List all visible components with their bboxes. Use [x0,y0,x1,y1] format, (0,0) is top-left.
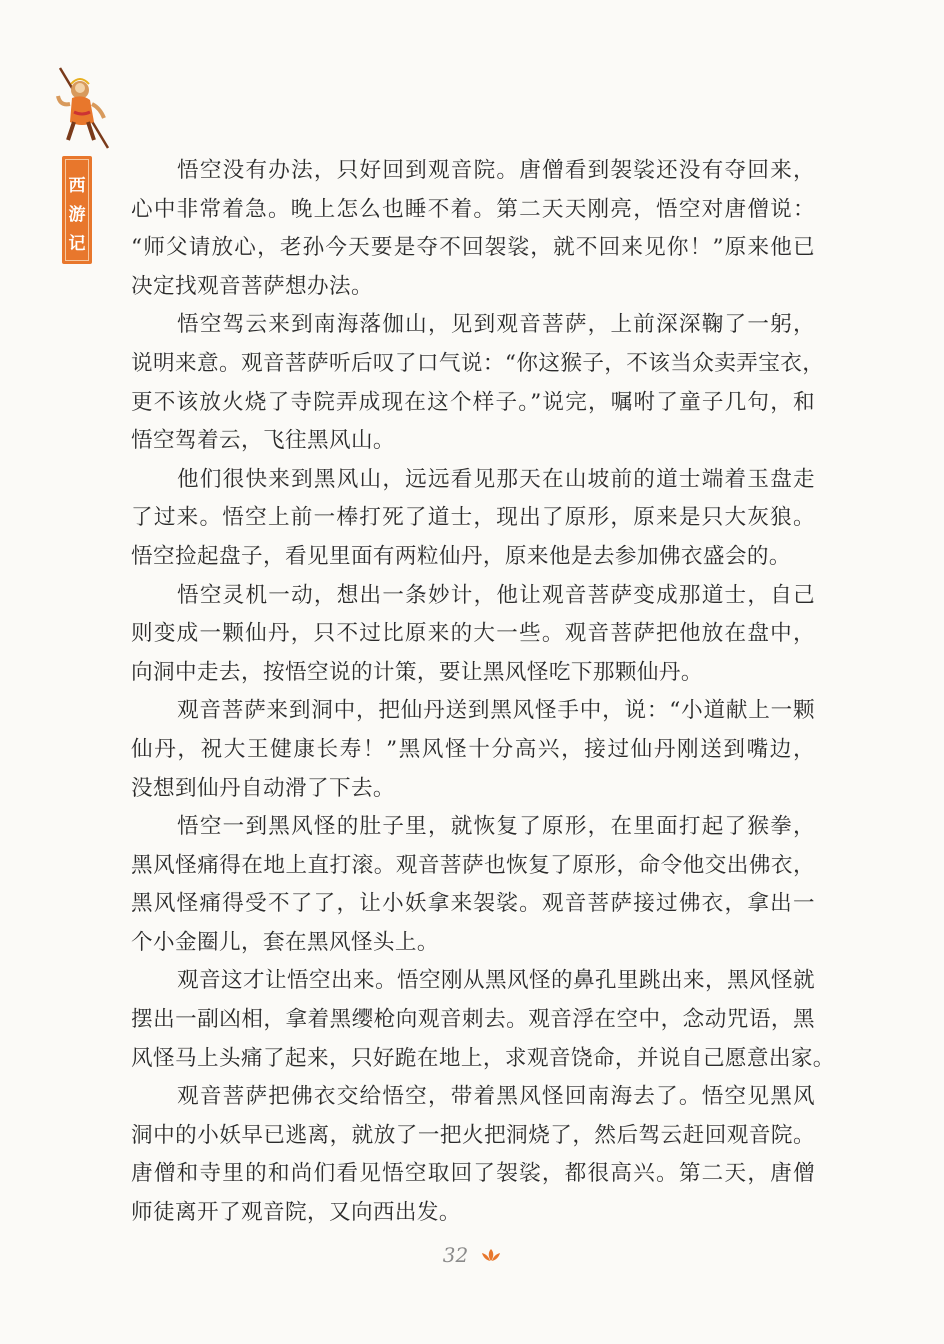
page-number: 32 [442,1243,469,1267]
book-title-char: 记 [68,234,86,254]
text-line: 师徒离开了观音院，又向西出发。 [131,1200,461,1226]
text-line: 悟空捡起盘子，看见里面有两粒仙丹，原来他是去参加佛衣盛会的。 [131,543,791,569]
text-line: 洞中的小妖早已逃离，就放了一把火把洞烧了，然后驾云赶回观音院。 [131,1122,815,1148]
text-line: 悟空灵机一动，想出一条妙计，他让观音菩萨变成那道士，自己 [177,582,815,608]
text-line: 悟空驾云来到南海落伽山，见到观音菩萨，上前深深鞠了一躬， [177,312,815,338]
paragraph [131,577,815,693]
paragraph [131,152,815,306]
text-line: 风怪马上头痛了起来，只好跪在地上，求观音饶命，并说自己愿意出家。 [131,1045,835,1071]
text-line: 观音菩萨把佛衣交给悟空，带着黑风怪回南海去了。悟空见黑风 [177,1084,815,1110]
paragraph [131,306,825,460]
paragraph [131,808,815,962]
text-line: 他们很快来到黑风山，远远看见那天在山坡前的道士端着玉盘走 [177,466,815,492]
text-line: 悟空驾着云，飞往黑风山。 [131,428,395,454]
book-title-tab [62,156,92,264]
text-line: 没想到仙丹自动滑了下去。 [131,775,395,801]
lotus-icon [481,1248,501,1262]
text-line: 仙丹，祝大王健康长寿！”黑风怪十分高兴，接过仙丹刚送到嘴边， [131,736,815,762]
text-line: 观音这才让悟空出来。悟空刚从黑风怪的鼻孔里跳出来，黑风怪就 [177,968,815,994]
book-title-char: 西 [68,176,86,196]
text-line: 更不该放火烧了寺院弄成现在这个样子。”说完，嘱咐了童子几句，和 [131,389,815,415]
text-line: 向洞中走去，按悟空说的计策，要让黑风怪吃下那颗仙丹。 [131,659,703,685]
paragraph [131,692,815,808]
text-line: 摆出一副凶相，拿着黑缨枪向观音刺去。观音浮在空中，念动咒语，黑 [131,1007,815,1033]
text-line: 观音菩萨来到洞中，把仙丹送到黑风怪手中，说：“小道献上一颗 [177,698,815,724]
paragraph [131,461,815,577]
paragraph [131,1078,815,1232]
text-line: 则变成一颗仙丹，只不过比原来的大一些。观音菩萨把他放在盘中， [131,621,815,647]
text-line: 悟空没有办法，只好回到观音院。唐僧看到袈裟还没有夺回来， [177,158,815,183]
paragraph [131,962,835,1078]
text-line: 唐僧和寺里的和尚们看见悟空取回了袈裟，都很高兴。第二天，唐僧 [131,1161,815,1187]
text-line: 决定找观音菩萨想办法。 [131,273,373,299]
body-text [131,152,835,1233]
text-line: 悟空一到黑风怪的肚子里，就恢复了原形，在里面打起了猴拳， [177,814,815,840]
text-line: 个小金圈儿，套在黑风怪头上。 [131,929,439,955]
text-line: 黑风怪痛得受不了了，让小妖拿来袈裟。观音菩萨接过佛衣，拿出一 [131,891,815,917]
book-title-char: 游 [68,205,86,225]
page-footer [0,1243,944,1267]
text-line: 心中非常着急。晚上怎么也睡不着。第二天天刚亮，悟空对唐僧说： [131,196,815,222]
text-line: 黑风怪痛得在地上直打滚。观音菩萨也恢复了原形，命令他交出佛衣， [131,852,815,878]
text-line: 了过来。悟空上前一棒打死了道士，现出了原形，原来是只大灰狼。 [131,505,815,531]
monkey-king-icon [50,64,116,150]
text-line: “师父请放心，老孙今天要是夺不回袈裟，就不回来见你！”原来他已 [131,235,815,261]
text-line: 说明来意。观音菩萨听后叹了口气说：“你这猴子，不该当众卖弄宝衣， [131,350,825,376]
